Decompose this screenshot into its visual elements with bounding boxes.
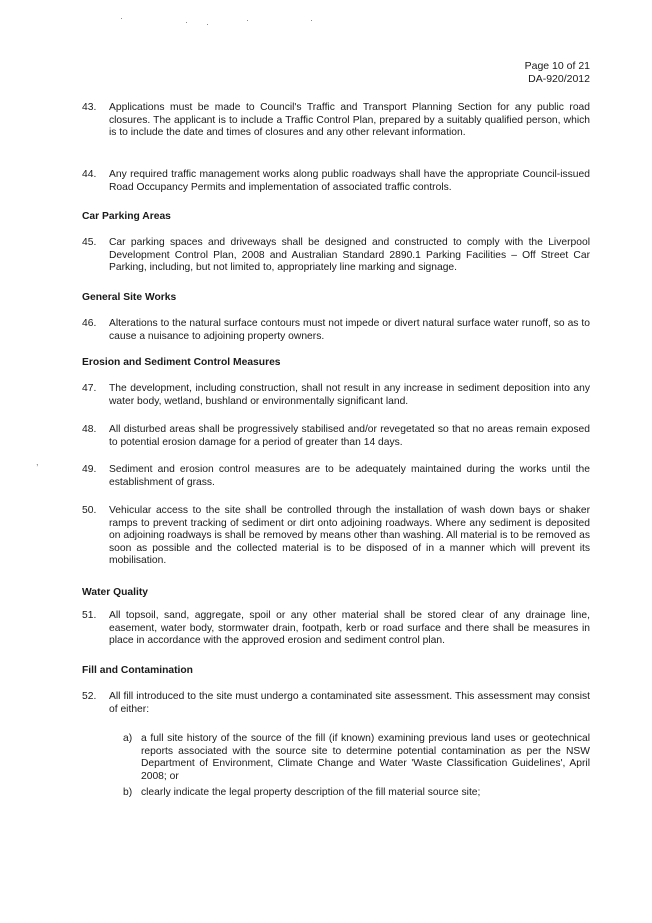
subclause-text: a full site history of the source of the fill (if known) examining previous land uses or geotechnical reports associated with the source site to determine potential contamination as per the NSW Department of Environment, Climate Change and Water 'Waste Classification Guidelines', April 2008; or (141, 733, 590, 782)
clause-text: All topsoil, sand, aggregate, spoil or any other material shall be stored clear of any drainage line, easement, water body, stormwater drain, footpath, kerb or road surface and there shall be measures in place in accordance with the approved erosion and sediment control plan. (109, 610, 590, 647)
clause-text: Alterations to the natural surface contours must not impede or divert natural surface water runoff, so as to cause a nuisance to adjoining property owners. (109, 318, 590, 342)
clause-number: 50. (82, 505, 97, 516)
clause-number: 51. (82, 610, 97, 621)
clause-number: 48. (82, 424, 97, 435)
section-heading-general-site-works: General Site Works (82, 292, 177, 303)
subclause-b (123, 787, 590, 800)
clause-text: All disturbed areas shall be progressively stabilised and/or revegetated so that no areas remain exposed to potential erosion damage for a period of greater than 14 days. (109, 424, 590, 448)
clause-48 (82, 424, 590, 449)
page-header (525, 60, 590, 86)
clause-44 (82, 169, 590, 194)
clause-46 (82, 318, 590, 343)
scan-speck: · (206, 19, 209, 29)
clause-45 (82, 237, 590, 275)
scan-speck: · (120, 13, 123, 23)
clause-text: Car parking spaces and driveways shall be designed and constructed to comply with the Liverpool Development Control Plan, 2008 and Australian Standard 2890.1 Parking Facilities – Off Street Car Parking, including, but not limited to, appropriately line marking and signage. (109, 237, 590, 274)
clause-number: 43. (82, 102, 97, 113)
clause-43 (82, 102, 590, 140)
clause-number: 45. (82, 237, 97, 248)
clause-51 (82, 610, 590, 648)
subclause-text: clearly indicate the legal property description of the fill material source site; (141, 787, 481, 798)
clause-number: 47. (82, 383, 97, 394)
section-heading-car-parking: Car Parking Areas (82, 211, 171, 222)
clause-text: All fill introduced to the site must undergo a contaminated site assessment. This assessment may consist of either: (109, 691, 590, 715)
clause-52 (82, 691, 590, 716)
clause-number: 49. (82, 464, 97, 475)
scan-speck: · (246, 15, 249, 25)
clause-number: 44. (82, 169, 97, 180)
subclause-letter: b) (123, 787, 133, 798)
subclause-a (123, 733, 590, 783)
clause-text: Applications must be made to Council's Traffic and Transport Planning Section for any public road closures. The applicant is to include a Traffic Control Plan, prepared by a suitably qualified person, which is to include the date and times of closures and any other relevant information. (109, 102, 590, 139)
clause-number: 52. (82, 691, 97, 702)
clause-text: Any required traffic management works along public roadways shall have the appropriate Council-issued Road Occupancy Permits and implementation of associated traffic controls. (109, 169, 590, 193)
clause-text: Sediment and erosion control measures are to be adequately maintained during the works until the establishment of grass. (109, 464, 590, 488)
section-heading-erosion: Erosion and Sediment Control Measures (82, 357, 281, 368)
clause-47 (82, 383, 590, 408)
scan-speck: · (185, 17, 188, 27)
scan-speck: , (36, 457, 39, 467)
clause-number: 46. (82, 318, 97, 329)
section-heading-water-quality: Water Quality (82, 587, 148, 598)
clause-text: Vehicular access to the site shall be controlled through the installation of wash down bays or shaker ramps to prevent tracking of sediment or dirt onto adjoining roadways. Where any sediment is deposited on adjoining roadways is shall be removed by means other than washing. All material is to be removed as soon as possible and the collected material is to be disposed of in a manner which will prevent its mobilisation. (109, 505, 590, 567)
clause-50 (82, 505, 590, 568)
clause-text: The development, including construction, shall not result in any increase in sediment deposition into any water body, wetland, bushland or environmentally significant land. (109, 383, 590, 407)
page-number: Page 10 of 21 (524, 60, 590, 72)
scan-speck: · (310, 15, 313, 25)
document-reference: DA-920/2012 (528, 73, 590, 85)
section-heading-fill: Fill and Contamination (82, 665, 193, 676)
clause-49 (82, 464, 590, 489)
subclause-letter: a) (123, 733, 133, 744)
